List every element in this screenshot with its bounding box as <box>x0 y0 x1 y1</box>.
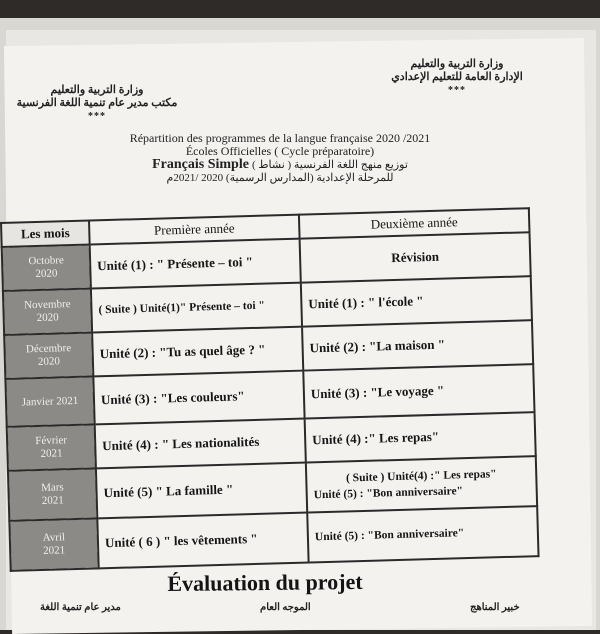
year1-cell: Unité ( 6 ) " les vêtements " <box>97 513 308 569</box>
month-cell: Novembre 2020 <box>3 288 92 334</box>
title-arabic-stage: للمرحلة الإعدادية (المدارس الرسمية) 2020 /2021م <box>166 172 394 184</box>
header-left-stars: *** <box>88 111 106 122</box>
year2-line: ( Suite ) Unité(4) :" Les repas" <box>345 468 497 485</box>
header-ministry-right <box>372 58 542 97</box>
year1-cell: Unité (2) : "Tu as quel âge ? " <box>92 327 303 377</box>
header-right-stars: *** <box>448 85 466 96</box>
year1-cell: Unité (4) : " Les nationalités <box>95 419 306 469</box>
column-header-months: Les mois <box>1 221 90 247</box>
header-ministry-left <box>12 84 182 123</box>
title-line-ecoles: Écoles Officielles ( Cycle préparatoire) <box>185 144 375 158</box>
title-arabic-program: توزيع منهج اللغة الفرنسية ( نشاط ) <box>251 159 408 171</box>
header-right-line2: الإدارة العامة للتعليم الإعدادي <box>391 71 523 83</box>
year2-cell: Unité (3) : "Le voyage " <box>303 364 534 418</box>
year2-cell: Unité (5) : "Bon anniversaire" <box>307 506 538 562</box>
footer-signature-left: مدير عام تنمية اللغة <box>40 602 121 613</box>
year2-cell <box>306 456 537 512</box>
year2-cell: Unité (4) :" Les repas" <box>305 412 536 462</box>
year2-cell: Révision <box>300 232 531 282</box>
header-left-line2: مكتب مدير عام تنمية اللغة الفرنسية <box>16 97 178 109</box>
year1-cell: Unité (3) : "Les couleurs" <box>93 371 304 425</box>
year1-cell: Unité (5) " La famille " <box>96 463 307 519</box>
program-table <box>0 207 540 572</box>
month-cell: Janvier 2021 <box>5 376 94 426</box>
column-header-year2: Deuxième année <box>299 208 530 238</box>
year1-cell: ( Suite ) Unité(1)" Présente – toi " <box>91 283 302 333</box>
footer-signature-right: خبير المناهج <box>470 602 520 613</box>
title-francais-simple: Français Simple <box>152 157 249 172</box>
year1-cell: Unité (1) : " Présente – toi " <box>90 239 301 289</box>
header-left-line1: وزارة التربية والتعليم <box>50 84 144 96</box>
header-right-line1: وزارة التربية والتعليم <box>410 58 504 70</box>
month-cell: Mars 2021 <box>8 468 97 520</box>
title-line-repartition: Répartition des programmes de la langue française 2020 /2021 <box>129 131 431 145</box>
year2-line: Unité (5) : "Bon anniversaire" <box>313 485 464 502</box>
title-line-francais <box>70 158 490 172</box>
month-cell: Février 2021 <box>7 424 96 470</box>
evaluation-heading: Évaluation du projet <box>167 568 363 597</box>
month-cell: Octobre 2020 <box>2 245 91 291</box>
year2-cell: Unité (2) : "La maison " <box>302 320 533 370</box>
column-header-year1: Première année <box>89 215 300 245</box>
month-cell: Avril 2021 <box>9 518 98 570</box>
year2-cell: Unité (1) : " l'école " <box>301 276 532 326</box>
footer-signature-center: الموجه العام <box>260 602 311 613</box>
document-title <box>70 132 490 185</box>
month-cell: Décembre 2020 <box>4 332 93 378</box>
